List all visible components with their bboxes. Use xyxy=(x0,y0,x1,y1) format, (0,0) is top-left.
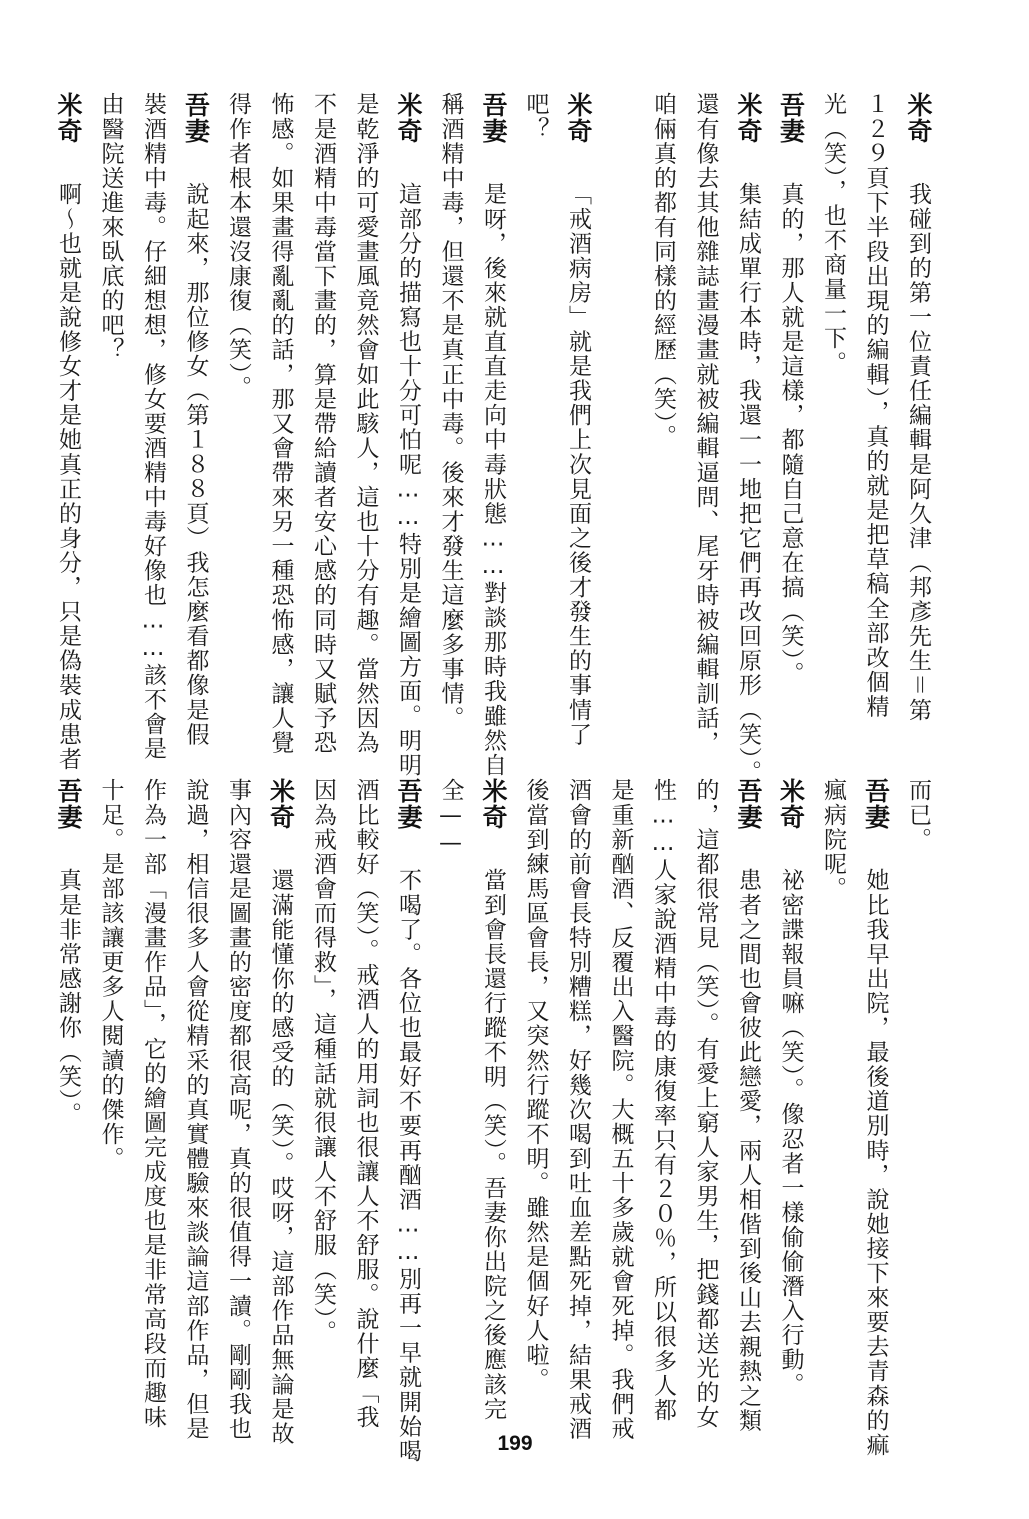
dialogue-line-continuation xyxy=(648,778,678,1428)
dialogue-text: 是呀，後來就直直走向中毒狀態……對談那時我雖然自 xyxy=(480,182,506,778)
dialogue-text: 稱酒精中毒，但還不是真正中毒。後來才發生這麼多事情。 xyxy=(437,92,464,731)
dialogue-text: 這部分的描寫也十分可怕呢……特別是繪圖方面。明明 xyxy=(395,182,421,778)
dialogue-line-continuation xyxy=(436,92,466,742)
speaker-label: 米奇 xyxy=(54,92,83,144)
speaker-label: 吾妻 xyxy=(54,778,83,830)
dialogue-text: 說起來，那位修女（第１８８頁）我怎麼看都像是假 xyxy=(182,182,209,747)
speaker-label: 米奇 xyxy=(266,778,296,830)
dialogue-text: 事內容還是圖畫的密度都很高呢，真的很值得一讀。剛剛我也 xyxy=(225,778,251,1441)
dialogue-line-continuation xyxy=(606,778,636,1441)
dialogue-text: 光（笑），也不商量一下。 xyxy=(820,92,846,376)
dialogue-line-continuation xyxy=(903,778,933,1428)
dialogue-line-continuation xyxy=(691,92,721,755)
dialogue-line-continuation xyxy=(308,92,338,755)
dialogue-line-start xyxy=(776,92,806,742)
speaker-label: 米奇 xyxy=(904,92,933,144)
dialogue-text: 還有像去其他雜誌畫漫畫就被編輯逼問、尾牙時被編輯訓話， xyxy=(692,92,719,755)
dialogue-line-continuation xyxy=(181,778,211,1441)
dialogue-text: 「戒酒病房」就是我們上次見面之後才發生的事情了 xyxy=(565,182,591,747)
dialogue-line-start xyxy=(861,778,891,1458)
dialogue-text: 後當到練馬區會長，又突然行蹤不明。雖然是個好人啦。 xyxy=(522,778,549,1392)
dialogue-text: 不喝了。各位也最好不要再酗酒……別再一早就開始喝 xyxy=(395,868,421,1464)
speaker-label: 米奇 xyxy=(776,778,806,830)
dialogue-line-continuation xyxy=(818,92,848,742)
dialogue-line-continuation xyxy=(308,778,338,1428)
dialogue-line-start xyxy=(776,778,806,1428)
dialogue-text: 啊～也就是說修女才是她真正的身分，只是偽裝成患者 xyxy=(55,182,81,772)
dialogue-text: 作為一部「漫畫作品」，它的繪圖完成度也是非常高段而趣味 xyxy=(140,778,166,1430)
dialogue-text: 當到會長還行蹤不明（笑）。吾妻你出院之後應該完 xyxy=(480,868,506,1422)
dialogue-line-start xyxy=(393,92,423,778)
dialogue-line-continuation xyxy=(861,92,891,742)
speaker-label: 米奇 xyxy=(394,92,423,144)
dialogue-text: 我碰到的第一位責任編輯是阿久津（邦彥先生＝第 xyxy=(905,182,931,723)
dialogue-line-continuation xyxy=(223,92,253,742)
dialogue-line-continuation xyxy=(521,92,551,742)
speaker-label: 吾妻 xyxy=(394,778,423,830)
dialogue-text: 集結成單行本時，我還一一地把它們再改回原形（笑）。 xyxy=(735,182,761,785)
dialogue-text: 而已。 xyxy=(905,778,931,852)
dialogue-line-start xyxy=(393,778,423,1464)
dialogue-text: 患者之間也會彼此戀愛，兩人相偕到後山去親熱之類 xyxy=(735,868,761,1433)
dialogue-line-continuation xyxy=(563,778,593,1441)
dialogue-text: 吧？ xyxy=(522,92,549,142)
speaker-label: 米奇 xyxy=(479,778,508,830)
dialogue-line-start xyxy=(266,778,296,1446)
dialogue-line-continuation xyxy=(351,778,381,1428)
dialogue-line-start xyxy=(181,92,211,747)
dialogue-text: 還滿能懂你的感受的（笑）。哎呀，這部作品無論是故 xyxy=(267,868,294,1446)
dialogue-line-continuation xyxy=(223,778,253,1441)
dialogue-text: 性……人家說酒精中毒的康復率只有２０％，所以很多人都 xyxy=(650,778,676,1423)
dialogue-line-continuation xyxy=(606,92,636,742)
dialogue-line-continuation xyxy=(818,778,848,1428)
dialogue-text: 全—— xyxy=(437,778,464,858)
speaker-label: 吾妻 xyxy=(776,92,806,144)
speaker-label: 吾妻 xyxy=(479,92,508,144)
dialogue-text: 酒比較好（笑）。戒酒人的用詞也很讓人不舒服。說什麼「我 xyxy=(352,778,379,1430)
dialogue-line-continuation xyxy=(648,92,678,742)
dialogue-line-start xyxy=(53,778,83,1428)
dialogue-line-continuation xyxy=(691,778,721,1428)
dialogue-line-continuation xyxy=(138,778,168,1428)
dialogue-line-continuation xyxy=(96,778,126,1428)
interview-top-half xyxy=(0,92,1029,785)
dialogue-line-start xyxy=(733,778,763,1433)
dialogue-text: １２９頁下半段出現的編輯），真的就是把草稿全部改個精 xyxy=(862,92,889,719)
dialogue-text: 真的，那人就是這樣，都隨自己意在搞（笑）。 xyxy=(777,182,804,687)
dialogue-text: 的，這都很常見（笑）。有愛上窮人家男生，把錢都送光的女 xyxy=(692,778,719,1430)
dialogue-line-continuation xyxy=(351,92,381,755)
dialogue-line-continuation xyxy=(266,92,296,755)
speaker-label: 吾妻 xyxy=(734,778,763,830)
dialogue-text: 酒會的前會長特別糟糕，好幾次喝到吐血差點死掉，結果戒酒 xyxy=(565,778,591,1441)
dialogue-text: 咱倆真的都有同樣的經歷（笑）。 xyxy=(650,92,676,449)
dialogue-line-start xyxy=(478,778,508,1428)
dialogue-text: 她比我早出院，最後道別時，說她接下來要去青森的痲 xyxy=(862,868,889,1458)
dialogue-text: 是重新酗酒、反覆出入醫院。大概五十多歲就會死掉。我們戒 xyxy=(607,778,634,1441)
dialogue-line-start xyxy=(563,92,593,747)
dialogue-text: 不是酒精中毒當下畫的，算是帶給讀者安心感的同時又賦予恐 xyxy=(310,92,336,755)
dialogue-line-continuation xyxy=(436,778,466,1428)
dialogue-text: 裝酒精中毒。仔細想想，修女要酒精中毒好像也……該不會是 xyxy=(140,92,166,761)
dialogue-text: 祕密諜報員嘛（笑）。像忍者一樣偷偷潛入行動。 xyxy=(777,868,804,1397)
dialogue-text: 真是非常感謝你（笑）。 xyxy=(55,868,81,1127)
speaker-label: 吾妻 xyxy=(181,92,211,144)
dialogue-text: 得作者根本還沒康復（笑）。 xyxy=(225,92,251,400)
dialogue-text: 因為戒酒會而得救」，這種話就很讓人不舒服（笑）。 xyxy=(310,778,336,1345)
dialogue-text: 說過，相信很多人會從精采的真實體驗來談論這部作品，但是 xyxy=(182,778,209,1441)
dialogue-line-continuation xyxy=(521,778,551,1428)
dialogue-text: 瘋病院呢。 xyxy=(820,778,846,901)
speaker-label: 吾妻 xyxy=(861,778,891,830)
dialogue-line-continuation xyxy=(96,92,126,742)
dialogue-text: 是乾淨的可愛畫風竟然會如此駭人，這也十分有趣。當然因為 xyxy=(352,92,379,755)
dialogue-text: 怖感。如果畫得亂亂的話，那又會帶來另一種恐怖感，讓人覺 xyxy=(267,92,294,755)
dialogue-line-continuation xyxy=(138,92,168,761)
dialogue-line-start xyxy=(53,92,83,772)
dialogue-line-start xyxy=(903,92,933,742)
dialogue-line-start xyxy=(733,92,763,785)
dialogue-text: 十足。是部該讓更多人閱讀的傑作。 xyxy=(97,778,124,1171)
speaker-label: 米奇 xyxy=(564,92,593,144)
dialogue-text: 由醫院送進來臥底的吧？ xyxy=(97,92,124,363)
speaker-label: 米奇 xyxy=(734,92,763,144)
dialogue-line-start xyxy=(478,92,508,778)
page-number: 199 xyxy=(497,1432,533,1455)
